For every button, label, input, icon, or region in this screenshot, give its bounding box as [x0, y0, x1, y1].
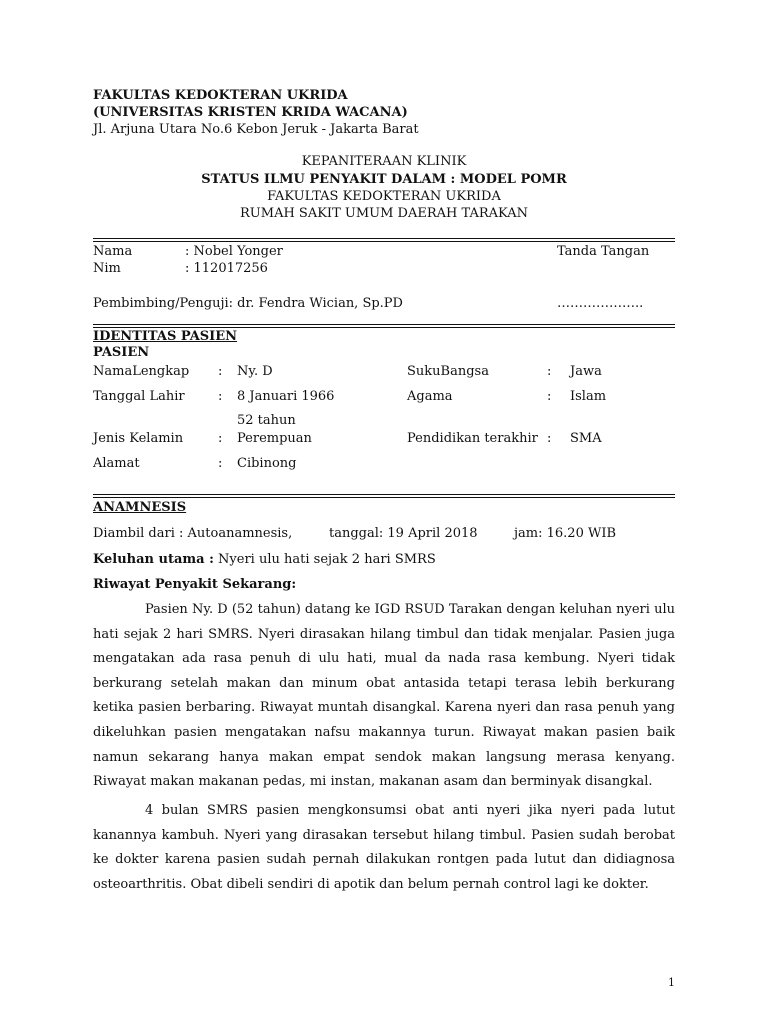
ethnic-label: SukuBangsa — [407, 364, 489, 379]
university-title: (UNIVERSITAS KRISTEN KRIDA WACANA) — [93, 105, 408, 120]
divider — [93, 327, 675, 328]
supervisor: Pembimbing/Penguji: dr. Fendra Wician, Sp.PD — [93, 296, 403, 311]
paragraph-2: 4 bulan SMRS pasien mengkonsumsi obat anti nyeri jika nyeri pada lutut kanannya kambuh. Nyeri yang dirasakan tersebut hilang timbul. Pasien sudah berobat ke dokter karena pasien sudah pernah dilakukan rontgen pada lutut dan didiagnosa osteoarthritis. Obat dibeli sendiri di apotik dan belum pernah control lagi ke dokter. — [93, 803, 675, 892]
colon: : — [547, 364, 552, 379]
hospital-title: RUMAH SAKIT UMUM DAERAH TARAKAN — [240, 206, 528, 221]
age-value: 52 tahun — [237, 413, 296, 428]
chief-complaint-label: Keluhan utama : — [93, 552, 214, 567]
divider — [93, 497, 675, 498]
dob-label: Tanggal Lahir — [93, 389, 185, 404]
address-label: Alamat — [93, 456, 140, 471]
identity-subheading: PASIEN — [93, 345, 150, 360]
divider — [93, 494, 675, 495]
colon: : — [218, 431, 223, 446]
signature-dots: ……………….. — [557, 296, 644, 311]
colon: : — [547, 431, 552, 446]
patient-name-value: Ny. D — [237, 364, 273, 379]
dob-value: 8 Januari 1966 — [237, 389, 335, 404]
sex-label: Jenis Kelamin — [93, 431, 184, 446]
chief-complaint — [93, 552, 436, 568]
divider — [93, 241, 675, 242]
paragraph-1: Pasien Ny. D (52 tahun) datang ke IGD RSUD Tarakan dengan keluhan nyeri ulu hati sejak 2 hari SMRS. Nyeri dirasakan hilang timbul dan tidak menjalar. Pasien juga mengatakan ada rasa penuh di ulu hati, mual da nada rasa kembung. Nyeri tidak berkurang setelah makan dan minum obat antasida tetapi terasa lebih berkurang ketika pasien berbaring. Riwayat muntah disangkal. Karena nyeri dan rasa penuh yang dikeluhkan pasien mengatakan nafsu makannya turun. Riwayat makan pasien baik namun sekarang hanya makan empat sendok makan langsung merasa kenyang. Riwayat makan makanan pedas, mi instan, makanan asam dan berminyak disangkal. — [93, 602, 675, 790]
colon: : — [218, 389, 223, 404]
nim-value: : 112017256 — [185, 261, 268, 276]
divider — [93, 324, 675, 325]
sex-value: Perempuan — [237, 431, 312, 446]
colon: : — [218, 364, 223, 379]
address-value: Cibinong — [237, 456, 297, 471]
divider — [93, 238, 675, 239]
faculty-title: FAKULTAS KEDOKTERAN UKRIDA — [93, 88, 348, 103]
education-value: SMA — [570, 431, 602, 446]
anamnesis-time: jam: 16.20 WIB — [514, 526, 617, 541]
signature-label: Tanda Tangan — [557, 244, 650, 259]
chief-complaint-value: Nyeri ulu hati sejak 2 hari SMRS — [213, 552, 436, 567]
colon: : — [218, 456, 223, 471]
religion-label: Agama — [407, 389, 453, 404]
rps-heading: Riwayat Penyakit Sekarang: — [93, 577, 297, 592]
anamnesis-heading: ANAMNESIS — [93, 500, 187, 515]
ethnic-value: Jawa — [570, 364, 602, 379]
page-number: 1 — [668, 976, 675, 989]
colon: : — [547, 389, 552, 404]
clinic-title: KEPANITERAAN KLINIK — [301, 154, 467, 169]
anamnesis-source: Diambil dari : Autoanamnesis, — [93, 526, 293, 541]
religion-value: Islam — [570, 389, 607, 404]
nim-label: Nim — [93, 261, 121, 276]
patient-name-label: NamaLengkap — [93, 364, 190, 379]
faculty-subtitle: FAKULTAS KEDOKTERAN UKRIDA — [267, 189, 501, 204]
identity-heading: IDENTITAS PASIEN — [93, 329, 238, 344]
anamnesis-date: tanggal: 19 April 2018 — [329, 526, 478, 541]
name-value: : Nobel Yonger — [185, 244, 283, 259]
status-title: STATUS ILMU PENYAKIT DALAM : MODEL POMR — [201, 172, 567, 187]
name-label: Nama — [93, 244, 133, 259]
address: Jl. Arjuna Utara No.6 Kebon Jeruk - Jakarta Barat — [93, 122, 419, 137]
education-label: Pendidikan terakhir — [407, 431, 538, 446]
